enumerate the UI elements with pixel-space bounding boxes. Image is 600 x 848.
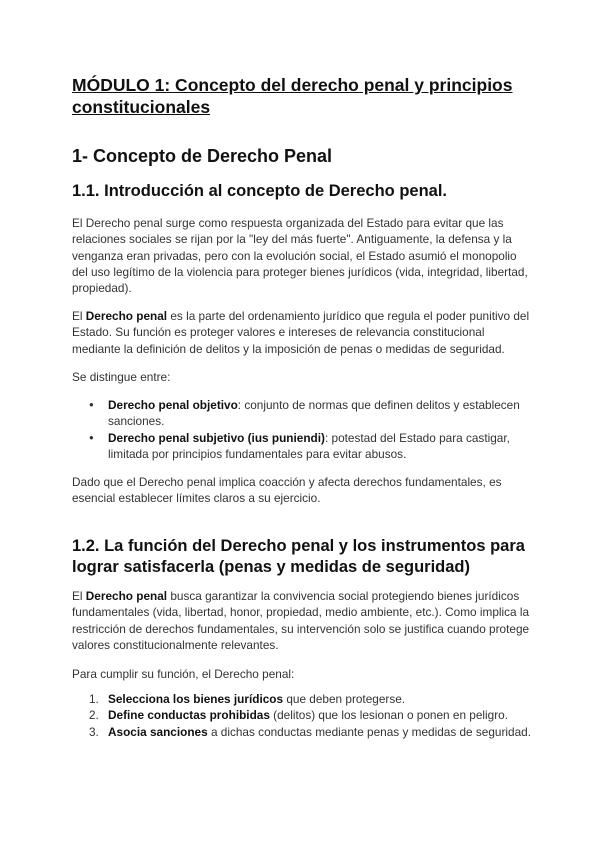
paragraph-distinction: Se distingue entre:	[72, 370, 171, 384]
paragraph-definition: El Derecho penal es la parte del ordenamiento jurídico que regula el poder punitivo del Estado. Su función es proteger valores e intereses de relevancia constitucional mediante la definición de delitos y la imposición de penas o medidas de seguridad.	[72, 309, 530, 356]
list-item: ● Derecho penal subjetivo (ius puniendi): potestad del Estado para castigar, limitada por principios fundamentales para evitar abusos.	[72, 430, 532, 463]
list-item: ● Derecho penal objetivo: conjunto de normas que definen delitos y establecen sanciones.	[72, 397, 532, 430]
list-item: 1. Selecciona los bienes jurídicos que deben protegerse.	[89, 692, 406, 706]
paragraph-fulfill: Para cumplir su función, el Derecho penal:	[72, 667, 295, 681]
section-heading-1: 1- Concepto de Derecho Penal	[72, 146, 333, 166]
module-title: MÓDULO 1: Concepto del derecho penal y principios constitucionales	[72, 75, 513, 117]
list-item: 3. Asocia sanciones a dichas conductas mediante penas y medidas de seguridad.	[89, 724, 531, 739]
list-item: 2. Define conductas prohibidas (delitos) que los lesionan o ponen en peligro.	[89, 708, 508, 723]
bullet-list	[72, 397, 532, 462]
paragraph-intro: El Derecho penal surge como respuesta organizada del Estado para evitar que las relaciones sociales se rijan por la "ley del más fuerte". Antiguamente, la defensa y la venganza eran privadas, pero con la evolución social, el Estado asumió el monopolio del uso legítimo de la violencia para proteger bienes jurídicos (vida, integridad, libertad, propiedad).	[72, 216, 528, 296]
paragraph-limits: Dado que el Derecho penal implica coacción y afecta derechos fundamentales, es esencial establecer límites claros a su ejercicio.	[72, 475, 502, 506]
subsection-heading-1-2: 1.2. La función del Derecho penal y los instrumentos para lograr satisfacerla (penas y medidas de seguridad)	[72, 537, 525, 576]
numbered-list	[72, 691, 532, 740]
paragraph-function: El Derecho penal busca garantizar la convivencia social protegiendo bienes jurídicos fundamentales (vida, libertad, honor, propiedad, medio ambiente, etc.). Como implica la restricción de derechos fundamentales, su intervención solo se justifica cuando protege valores constitucionalmente relevantes.	[72, 589, 530, 652]
subsection-heading-1-1: 1.1. Introducción al concepto de Derecho penal.	[72, 182, 447, 200]
